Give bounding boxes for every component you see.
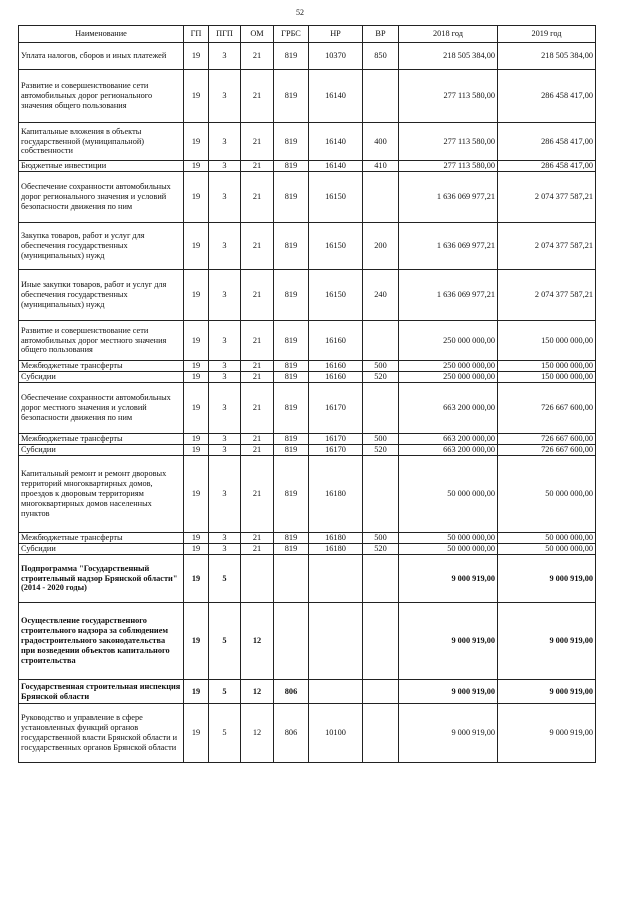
cell-y2019: 286 458 417,00 [498, 161, 596, 172]
cell-vr [363, 456, 399, 533]
cell-name: Межбюджетные трансферты [19, 434, 184, 445]
cell-nr: 16150 [309, 270, 363, 321]
table-row [19, 533, 596, 544]
cell-grbs: 819 [274, 43, 309, 70]
cell-vr: 410 [363, 161, 399, 172]
table-row [19, 603, 596, 680]
table-row [19, 704, 596, 763]
table-row [19, 172, 596, 223]
table-row [19, 555, 596, 603]
cell-om: 21 [241, 434, 274, 445]
cell-name: Осуществление государственного строительного надзора за соблюдением градостроительного законодательства при возведении объектов капитального строительства [19, 603, 184, 680]
cell-grbs: 806 [274, 680, 309, 704]
cell-grbs: 819 [274, 70, 309, 123]
cell-nr: 16160 [309, 361, 363, 372]
cell-nr: 10100 [309, 704, 363, 763]
cell-y2018: 9 000 919,00 [399, 603, 498, 680]
header-nr: НР [309, 26, 363, 43]
cell-om: 21 [241, 321, 274, 361]
cell-y2019: 9 000 919,00 [498, 603, 596, 680]
cell-vr [363, 555, 399, 603]
cell-om: 21 [241, 161, 274, 172]
table-row [19, 270, 596, 321]
page-number: 52 [296, 8, 304, 17]
cell-gp: 19 [184, 383, 209, 434]
table-row [19, 123, 596, 161]
cell-nr: 16140 [309, 161, 363, 172]
cell-vr [363, 383, 399, 434]
cell-grbs: 819 [274, 172, 309, 223]
table-row [19, 361, 596, 372]
cell-y2018: 50 000 000,00 [399, 533, 498, 544]
cell-om: 21 [241, 270, 274, 321]
cell-y2018: 277 113 580,00 [399, 123, 498, 161]
cell-nr: 16180 [309, 544, 363, 555]
cell-gp: 19 [184, 123, 209, 161]
cell-ppgp: 5 [209, 704, 241, 763]
cell-grbs: 819 [274, 372, 309, 383]
cell-grbs: 819 [274, 270, 309, 321]
cell-y2018: 250 000 000,00 [399, 321, 498, 361]
cell-y2018: 277 113 580,00 [399, 70, 498, 123]
cell-gp: 19 [184, 161, 209, 172]
cell-grbs: 819 [274, 434, 309, 445]
header-ppgp: ПГП [209, 26, 241, 43]
cell-y2019: 218 505 384,00 [498, 43, 596, 70]
header-grbs: ГРБС [274, 26, 309, 43]
cell-vr: 400 [363, 123, 399, 161]
cell-grbs: 819 [274, 223, 309, 270]
cell-y2018: 1 636 069 977,21 [399, 172, 498, 223]
cell-name: Государственная строительная инспекция Брянской области [19, 680, 184, 704]
cell-om: 21 [241, 456, 274, 533]
cell-gp: 19 [184, 603, 209, 680]
table-header-row [19, 26, 596, 43]
cell-y2019: 726 667 600,00 [498, 445, 596, 456]
cell-nr: 16140 [309, 70, 363, 123]
cell-vr [363, 172, 399, 223]
cell-nr: 16150 [309, 172, 363, 223]
table-row [19, 321, 596, 361]
cell-name: Развитие и совершенствование сети автомобильных дорог местного значения общего пользования [19, 321, 184, 361]
cell-vr: 500 [363, 361, 399, 372]
cell-gp: 19 [184, 680, 209, 704]
cell-om: 21 [241, 445, 274, 456]
cell-y2018: 663 200 000,00 [399, 445, 498, 456]
cell-vr: 500 [363, 434, 399, 445]
cell-y2019: 726 667 600,00 [498, 383, 596, 434]
cell-om: 21 [241, 383, 274, 434]
cell-name: Капитальные вложения в объекты государственной (муниципальной) собственности [19, 123, 184, 161]
cell-grbs: 819 [274, 445, 309, 456]
cell-grbs: 819 [274, 361, 309, 372]
cell-nr [309, 680, 363, 704]
cell-ppgp: 3 [209, 43, 241, 70]
cell-grbs: 819 [274, 456, 309, 533]
cell-om: 12 [241, 680, 274, 704]
cell-om: 21 [241, 172, 274, 223]
header-2018: 2018 год [399, 26, 498, 43]
cell-y2019: 286 458 417,00 [498, 123, 596, 161]
table-row [19, 70, 596, 123]
cell-name: Обеспечение сохранности автомобильных дорог местного значения и условий безопасности движения по ним [19, 383, 184, 434]
cell-vr: 200 [363, 223, 399, 270]
cell-om: 21 [241, 43, 274, 70]
cell-ppgp: 3 [209, 434, 241, 445]
cell-grbs [274, 555, 309, 603]
cell-y2018: 50 000 000,00 [399, 456, 498, 533]
cell-grbs: 819 [274, 533, 309, 544]
table-row [19, 372, 596, 383]
budget-table [18, 25, 596, 763]
cell-name: Закупка товаров, работ и услуг для обеспечения государственных (муниципальных) нужд [19, 223, 184, 270]
cell-gp: 19 [184, 533, 209, 544]
cell-y2019: 50 000 000,00 [498, 544, 596, 555]
cell-name: Иные закупки товаров, работ и услуг для обеспечения государственных (муниципальных) нужд [19, 270, 184, 321]
cell-y2018: 9 000 919,00 [399, 555, 498, 603]
cell-y2018: 250 000 000,00 [399, 372, 498, 383]
cell-ppgp: 3 [209, 321, 241, 361]
cell-gp: 19 [184, 456, 209, 533]
cell-om: 21 [241, 544, 274, 555]
cell-y2019: 286 458 417,00 [498, 70, 596, 123]
table-row [19, 43, 596, 70]
cell-y2019: 9 000 919,00 [498, 555, 596, 603]
cell-gp: 19 [184, 43, 209, 70]
cell-name: Обеспечение сохранности автомобильных дорог регионального значения и условий безопасности движения по ним [19, 172, 184, 223]
cell-nr: 16140 [309, 123, 363, 161]
cell-gp: 19 [184, 555, 209, 603]
cell-y2019: 150 000 000,00 [498, 321, 596, 361]
cell-nr: 16170 [309, 445, 363, 456]
cell-y2018: 218 505 384,00 [399, 43, 498, 70]
cell-gp: 19 [184, 704, 209, 763]
cell-vr: 850 [363, 43, 399, 70]
cell-name: Уплата налогов, сборов и иных платежей [19, 43, 184, 70]
cell-vr [363, 70, 399, 123]
cell-name: Руководство и управление в сфере установленных функций органов государственной власти Брянской области и государственных органов Брянской области [19, 704, 184, 763]
cell-ppgp: 3 [209, 70, 241, 123]
cell-ppgp: 3 [209, 361, 241, 372]
cell-om: 21 [241, 123, 274, 161]
cell-gp: 19 [184, 544, 209, 555]
table-row [19, 223, 596, 270]
cell-grbs: 819 [274, 544, 309, 555]
cell-grbs [274, 603, 309, 680]
cell-nr: 10370 [309, 43, 363, 70]
cell-ppgp: 3 [209, 372, 241, 383]
cell-ppgp: 3 [209, 533, 241, 544]
cell-y2019: 9 000 919,00 [498, 704, 596, 763]
header-vr: ВР [363, 26, 399, 43]
cell-y2018: 1 636 069 977,21 [399, 223, 498, 270]
cell-name: Субсидии [19, 544, 184, 555]
table-row [19, 456, 596, 533]
cell-y2019: 150 000 000,00 [498, 372, 596, 383]
cell-gp: 19 [184, 270, 209, 321]
cell-ppgp: 3 [209, 445, 241, 456]
cell-vr [363, 603, 399, 680]
table-row [19, 161, 596, 172]
table-row [19, 434, 596, 445]
cell-gp: 19 [184, 321, 209, 361]
cell-y2019: 150 000 000,00 [498, 361, 596, 372]
header-2019: 2019 год [498, 26, 596, 43]
cell-gp: 19 [184, 223, 209, 270]
cell-grbs: 819 [274, 321, 309, 361]
cell-gp: 19 [184, 361, 209, 372]
cell-y2018: 9 000 919,00 [399, 704, 498, 763]
table-row [19, 445, 596, 456]
cell-ppgp: 3 [209, 270, 241, 321]
cell-y2019: 726 667 600,00 [498, 434, 596, 445]
cell-y2018: 1 636 069 977,21 [399, 270, 498, 321]
cell-gp: 19 [184, 172, 209, 223]
cell-name: Подпрограмма "Государственный строительный надзор Брянской области" (2014 - 2020 годы) [19, 555, 184, 603]
cell-grbs: 819 [274, 161, 309, 172]
cell-gp: 19 [184, 70, 209, 123]
cell-y2018: 250 000 000,00 [399, 361, 498, 372]
cell-gp: 19 [184, 434, 209, 445]
cell-vr: 520 [363, 372, 399, 383]
cell-vr: 520 [363, 445, 399, 456]
cell-vr [363, 680, 399, 704]
cell-name: Межбюджетные трансферты [19, 361, 184, 372]
cell-ppgp: 3 [209, 161, 241, 172]
table-row [19, 383, 596, 434]
cell-y2019: 50 000 000,00 [498, 456, 596, 533]
cell-y2019: 2 074 377 587,21 [498, 223, 596, 270]
cell-y2018: 663 200 000,00 [399, 434, 498, 445]
cell-ppgp: 3 [209, 223, 241, 270]
cell-y2019: 2 074 377 587,21 [498, 172, 596, 223]
cell-vr: 520 [363, 544, 399, 555]
cell-vr [363, 704, 399, 763]
cell-y2018: 277 113 580,00 [399, 161, 498, 172]
cell-nr [309, 555, 363, 603]
cell-nr: 16170 [309, 434, 363, 445]
cell-ppgp: 5 [209, 680, 241, 704]
cell-y2019: 9 000 919,00 [498, 680, 596, 704]
cell-y2019: 2 074 377 587,21 [498, 270, 596, 321]
cell-y2019: 50 000 000,00 [498, 533, 596, 544]
cell-ppgp: 5 [209, 603, 241, 680]
cell-ppgp: 3 [209, 123, 241, 161]
cell-om: 12 [241, 704, 274, 763]
cell-om [241, 555, 274, 603]
header-gp: ГП [184, 26, 209, 43]
cell-nr: 16150 [309, 223, 363, 270]
cell-nr [309, 603, 363, 680]
header-name: Наименование [19, 26, 184, 43]
cell-gp: 19 [184, 372, 209, 383]
cell-nr: 16160 [309, 372, 363, 383]
header-om: ОМ [241, 26, 274, 43]
cell-vr: 240 [363, 270, 399, 321]
cell-name: Капитальный ремонт и ремонт дворовых территорий многоквартирных домов, проездов к дворовым территориям многоквартирных домов населенных пунктов [19, 456, 184, 533]
cell-nr: 16180 [309, 533, 363, 544]
table-row [19, 544, 596, 555]
cell-y2018: 50 000 000,00 [399, 544, 498, 555]
cell-name: Субсидии [19, 372, 184, 383]
cell-om: 12 [241, 603, 274, 680]
cell-ppgp: 3 [209, 544, 241, 555]
cell-y2018: 663 200 000,00 [399, 383, 498, 434]
cell-nr: 16180 [309, 456, 363, 533]
cell-om: 21 [241, 372, 274, 383]
cell-om: 21 [241, 361, 274, 372]
cell-nr: 16170 [309, 383, 363, 434]
cell-ppgp: 3 [209, 383, 241, 434]
cell-ppgp: 3 [209, 172, 241, 223]
cell-ppgp: 3 [209, 456, 241, 533]
cell-gp: 19 [184, 445, 209, 456]
cell-name: Развитие и совершенствование сети автомобильных дорог регионального значения общего пользования [19, 70, 184, 123]
cell-y2018: 9 000 919,00 [399, 680, 498, 704]
cell-name: Субсидии [19, 445, 184, 456]
cell-nr: 16160 [309, 321, 363, 361]
cell-om: 21 [241, 533, 274, 544]
cell-grbs: 806 [274, 704, 309, 763]
table-row [19, 680, 596, 704]
cell-name: Бюджетные инвестиции [19, 161, 184, 172]
cell-grbs: 819 [274, 383, 309, 434]
cell-om: 21 [241, 70, 274, 123]
cell-grbs: 819 [274, 123, 309, 161]
cell-vr [363, 321, 399, 361]
cell-name: Межбюджетные трансферты [19, 533, 184, 544]
cell-vr: 500 [363, 533, 399, 544]
cell-ppgp: 5 [209, 555, 241, 603]
cell-om: 21 [241, 223, 274, 270]
